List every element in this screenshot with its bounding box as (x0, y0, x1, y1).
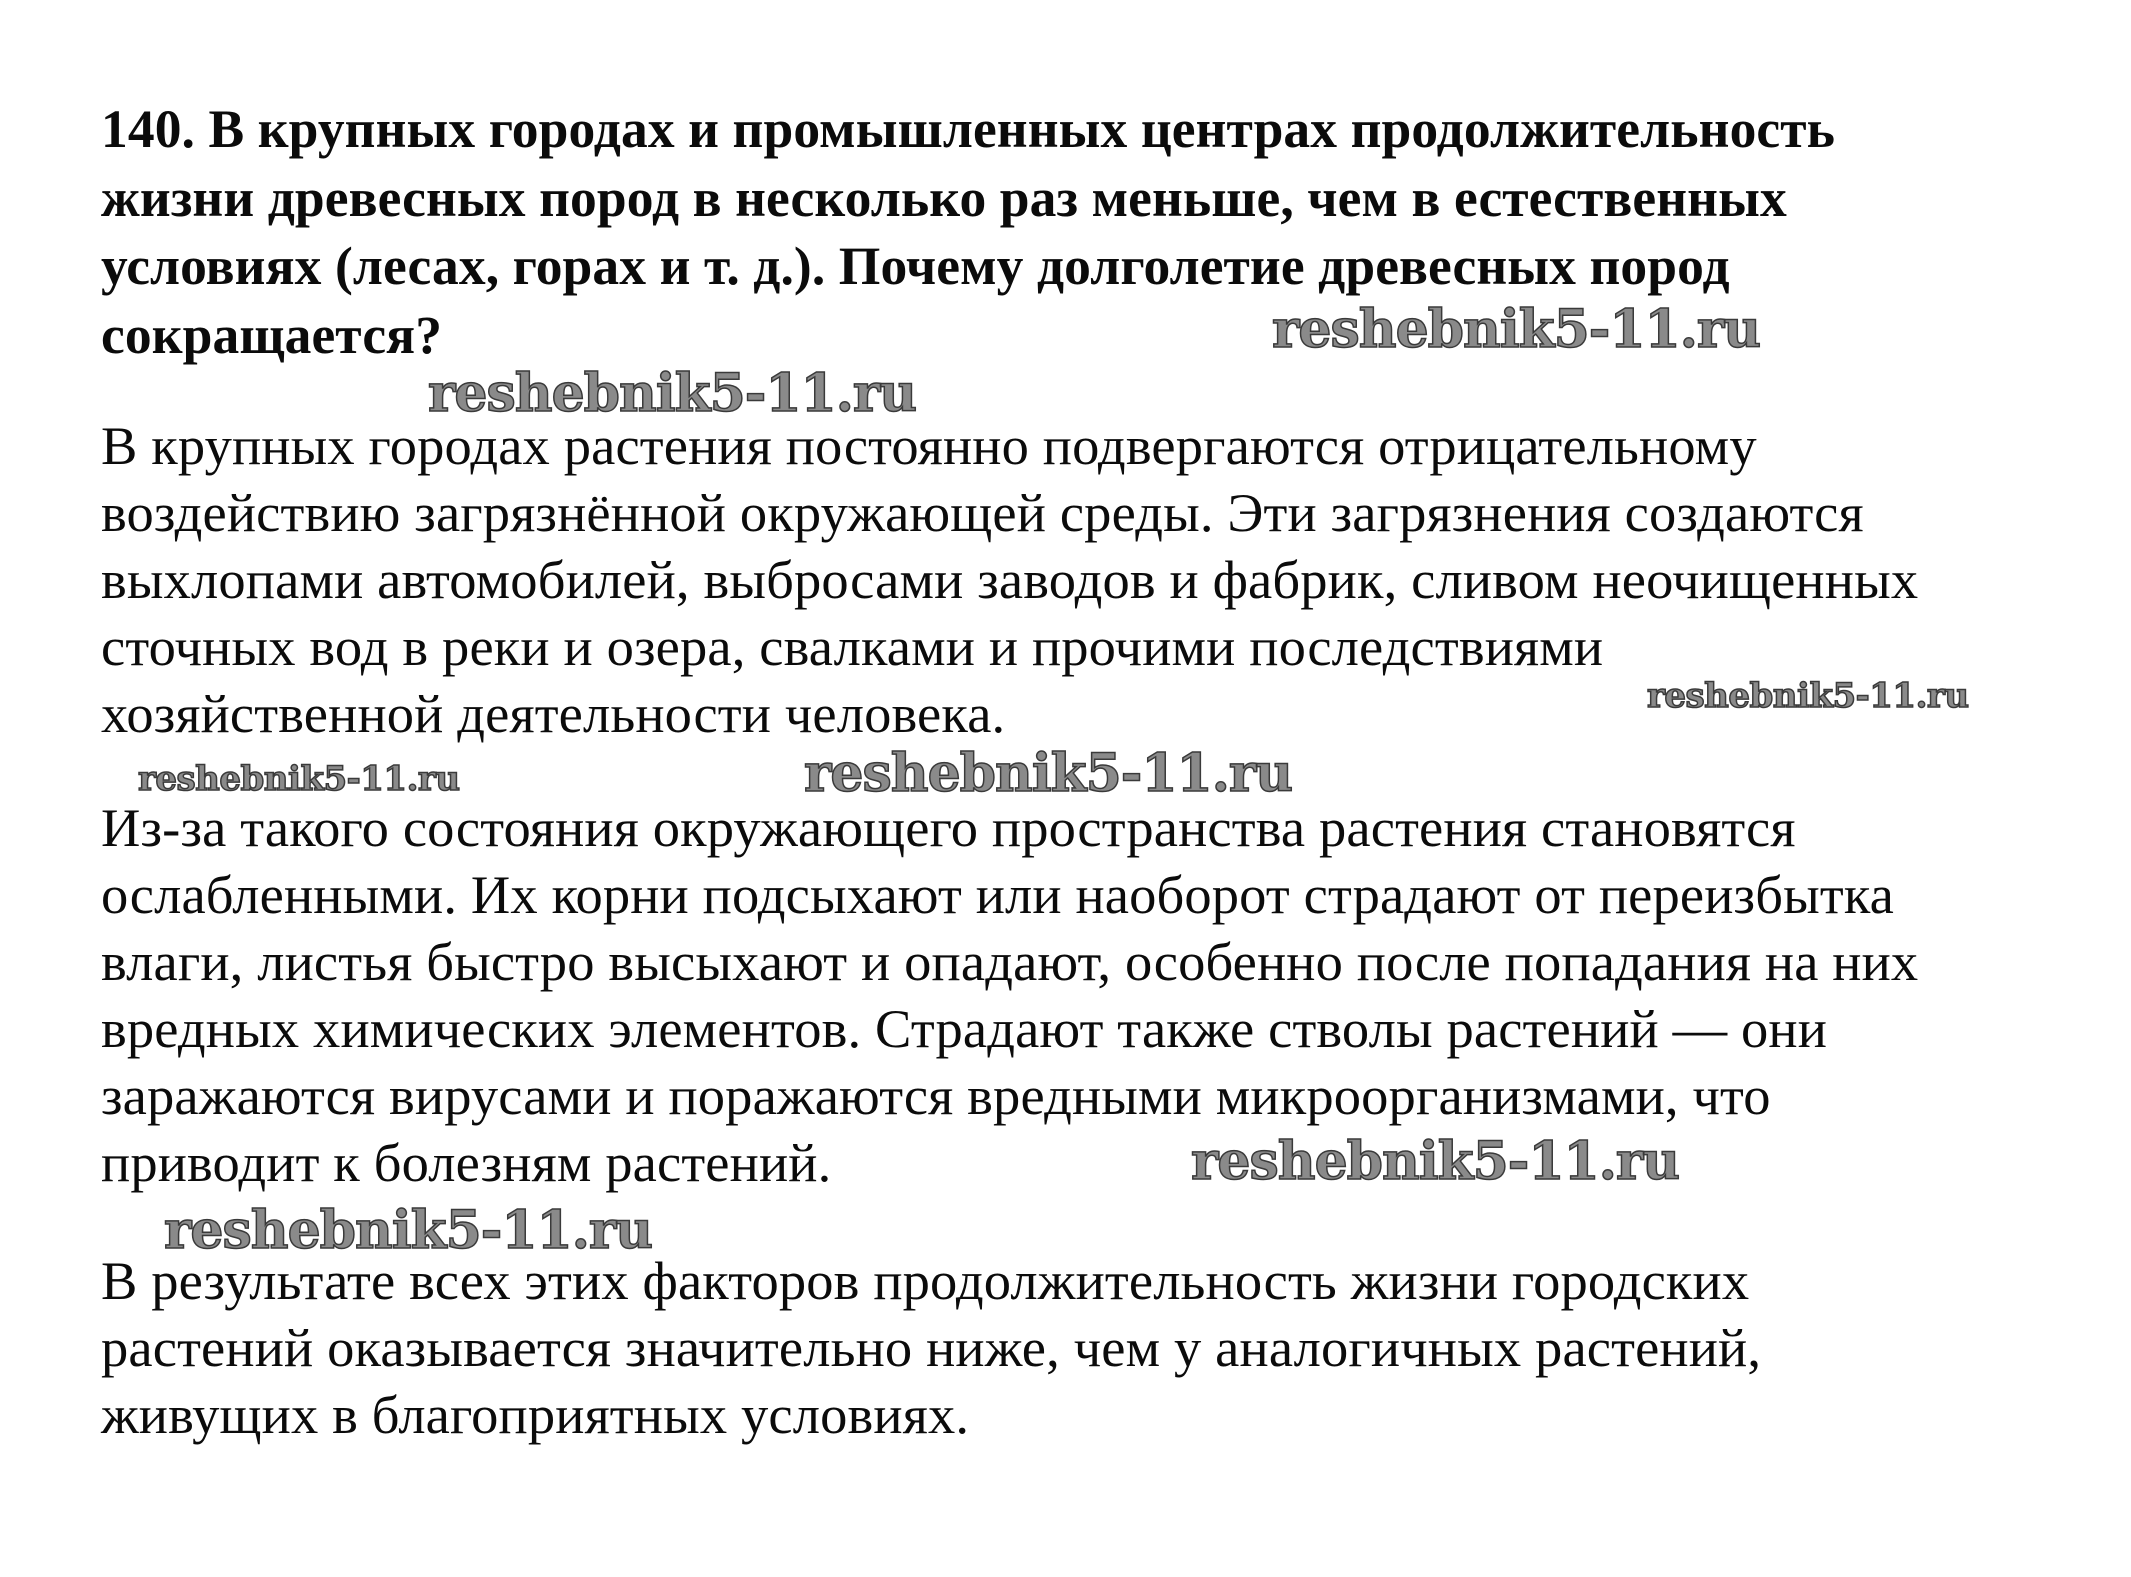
answer-line: ослабленными. Их корни подсыхают или наоборот страдают от переизбытка (101, 864, 1894, 925)
answer-line: выхлопами автомобилей, выбросами заводов и фабрик, сливом неочищенных (101, 549, 1919, 610)
answer-line: Из-за такого состояния окружающего пространства растения становятся (101, 797, 1796, 858)
answer-line: приводит к болезням растений. (101, 1132, 832, 1193)
watermark-logo: reshebnik5-11.ru (1647, 676, 1969, 716)
answer-line: вредных химических элементов. Страдают также стволы растений — они (101, 998, 1828, 1059)
answer-line: сточных вод в реки и озера, свалками и прочими последствиями (101, 616, 1604, 677)
question-line-1: 140. В крупных городах и промышленных центрах продолжительность (101, 99, 1836, 159)
answer-line: растений оказывается значительно ниже, чем у аналогичных растений, (101, 1317, 1762, 1378)
watermark-logo: reshebnik5-11.ru (164, 1200, 653, 1261)
answer-line: живущих в благоприятных условиях. (101, 1384, 970, 1445)
answer-line: воздействию загрязнённой окружающей среды. Эти загрязнения создаются (101, 482, 1864, 543)
question-line-3: условиях (лесах, горах и т. д.). Почему долголетие древесных пород (101, 236, 1730, 296)
watermark-logo: reshebnik5-11.ru (428, 363, 917, 424)
answer-line: хозяйственной деятельности человека. (101, 683, 1006, 744)
answer-line: влаги, листья быстро высыхают и опадают, особенно после попадания на них (101, 931, 1919, 992)
watermark-logo: reshebnik5-11.ru (138, 759, 460, 799)
watermark-logo: reshebnik5-11.ru (1272, 299, 1761, 360)
watermark-logo: reshebnik5-11.ru (804, 743, 1293, 804)
answer-line: В результате всех этих факторов продолжительность жизни городских (101, 1250, 1750, 1311)
answer-line: заражаются вирусами и поражаются вредными микроорганизмами, что (101, 1065, 1771, 1126)
question-line-2: жизни древесных пород в несколько раз меньше, чем в естественных (101, 168, 1787, 228)
answer-line: В крупных городах растения постоянно подвергаются отрицательному (101, 415, 1757, 476)
watermark-logo: reshebnik5-11.ru (1191, 1131, 1680, 1192)
question-line-4: сокращается? (101, 305, 443, 365)
